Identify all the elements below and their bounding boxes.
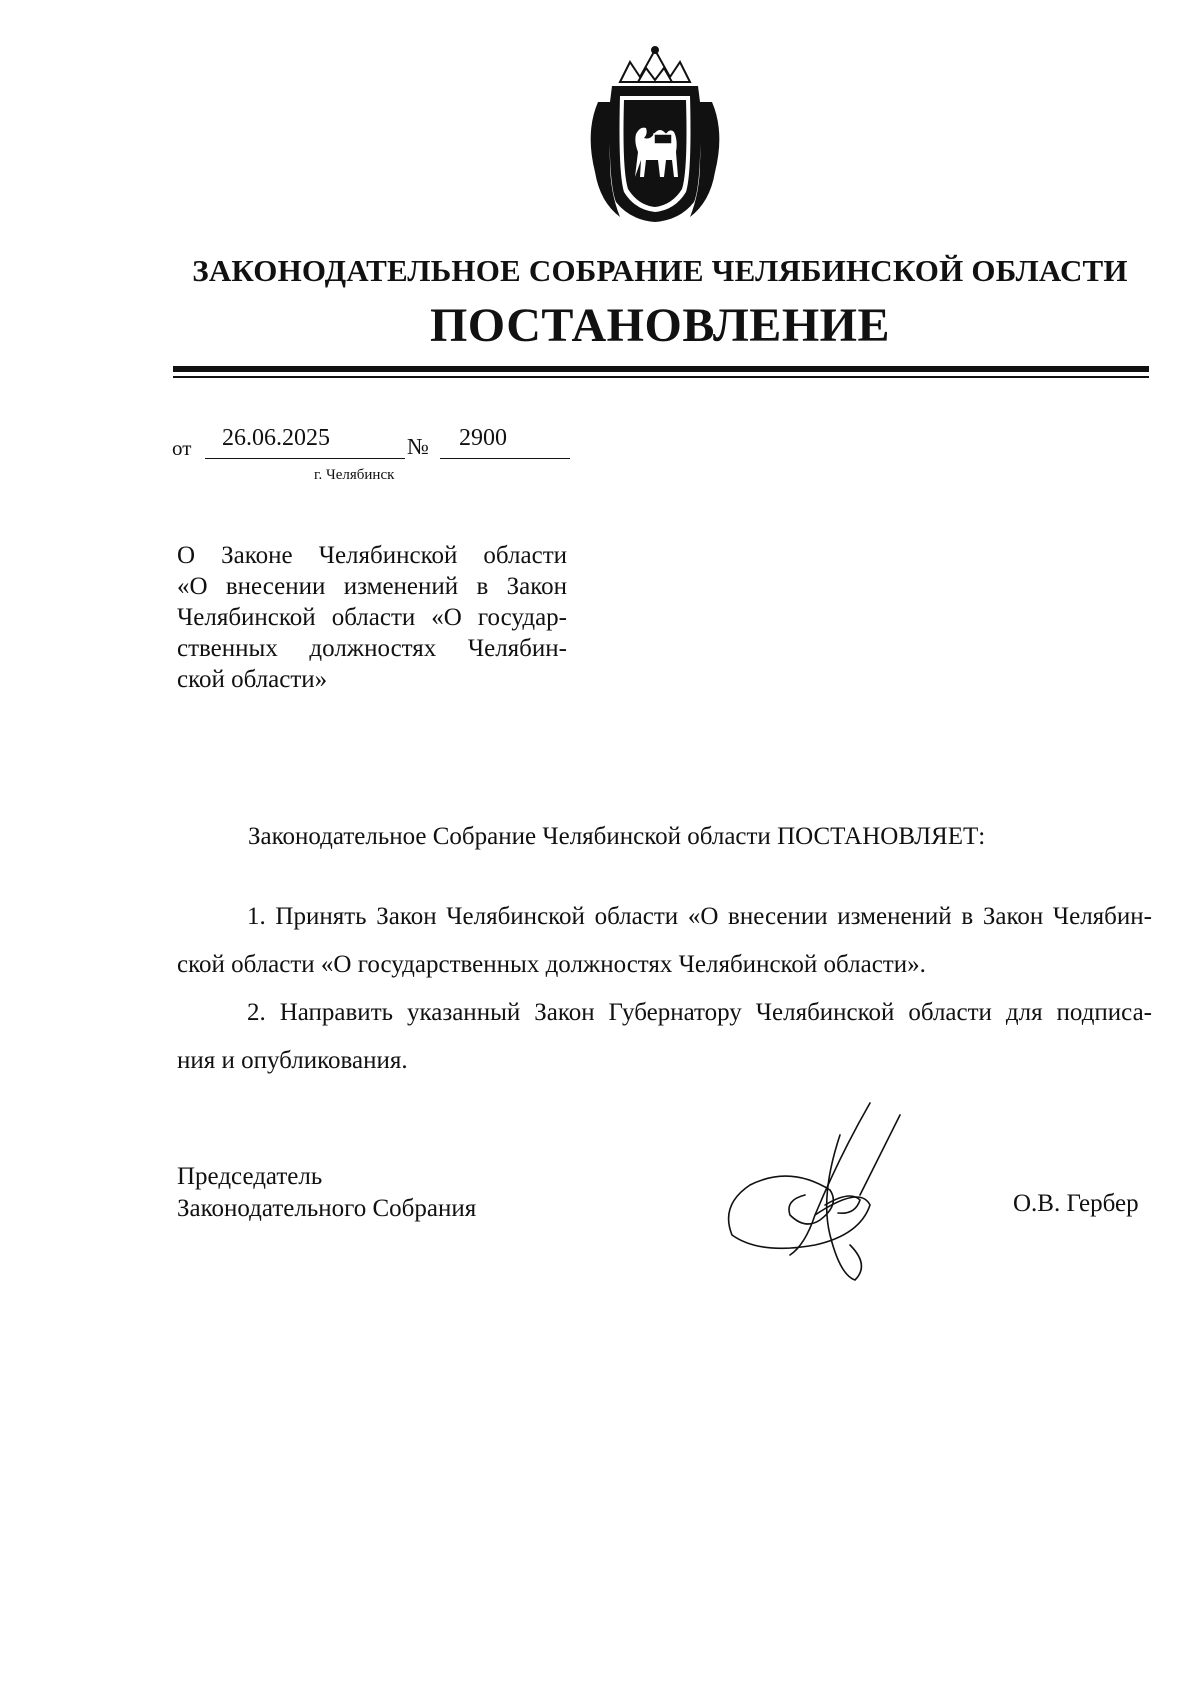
signatory-role-line-1: Председатель bbox=[177, 1163, 323, 1190]
document-type-title: ПОСТАНОВЛЕНИЕ bbox=[429, 299, 891, 352]
subject-line: ской области» bbox=[177, 666, 328, 693]
preamble: Законодательное Собрание Челябинской области ПОСТАНОВЛЯЕТ: bbox=[248, 823, 986, 850]
item-1-line-1: 1. Принять Закон Челябинской области «О внесении изменений в Закон Челябин- bbox=[247, 903, 1152, 930]
subject-line: «О внесении изменений в Закон bbox=[177, 573, 567, 600]
subject-line: ственных должностях Челябин- bbox=[177, 635, 567, 662]
date-underline bbox=[205, 458, 405, 459]
item-2-line-2: ния и опубликования. bbox=[177, 1047, 408, 1074]
header-divider-thick bbox=[173, 366, 1149, 372]
item-1-line-2: ской области «О государственных должностях Челябинской области». bbox=[177, 951, 926, 978]
subject-line: Челябинской области «О государ- bbox=[177, 604, 567, 631]
handwritten-signature bbox=[720, 1095, 960, 1295]
document-date: 26.06.2025 bbox=[222, 425, 330, 451]
coat-of-arms-emblem bbox=[580, 42, 730, 232]
organization-title: ЗАКОНОДАТЕЛЬНОЕ СОБРАНИЕ ЧЕЛЯБИНСКОЙ ОБЛАСТИ bbox=[192, 253, 1128, 288]
item-2-line-1: 2. Направить указанный Закон Губернатору Челябинской области для подписа- bbox=[247, 999, 1152, 1026]
number-underline bbox=[440, 458, 570, 459]
number-prefix: № bbox=[407, 434, 429, 459]
header-divider-thin bbox=[173, 376, 1149, 378]
signatory-role-line-2: Законодательного Собрания bbox=[177, 1195, 477, 1222]
date-prefix: от bbox=[172, 436, 192, 460]
document-number: 2900 bbox=[459, 425, 507, 451]
city-label: г. Челябинск bbox=[314, 467, 395, 483]
signatory-role bbox=[177, 1161, 476, 1225]
document-subject bbox=[177, 540, 567, 695]
signatory-name: О.В. Гербер bbox=[1013, 1190, 1139, 1217]
subject-line: О Законе Челябинской области bbox=[177, 542, 567, 569]
resolution-items bbox=[177, 893, 1152, 1085]
